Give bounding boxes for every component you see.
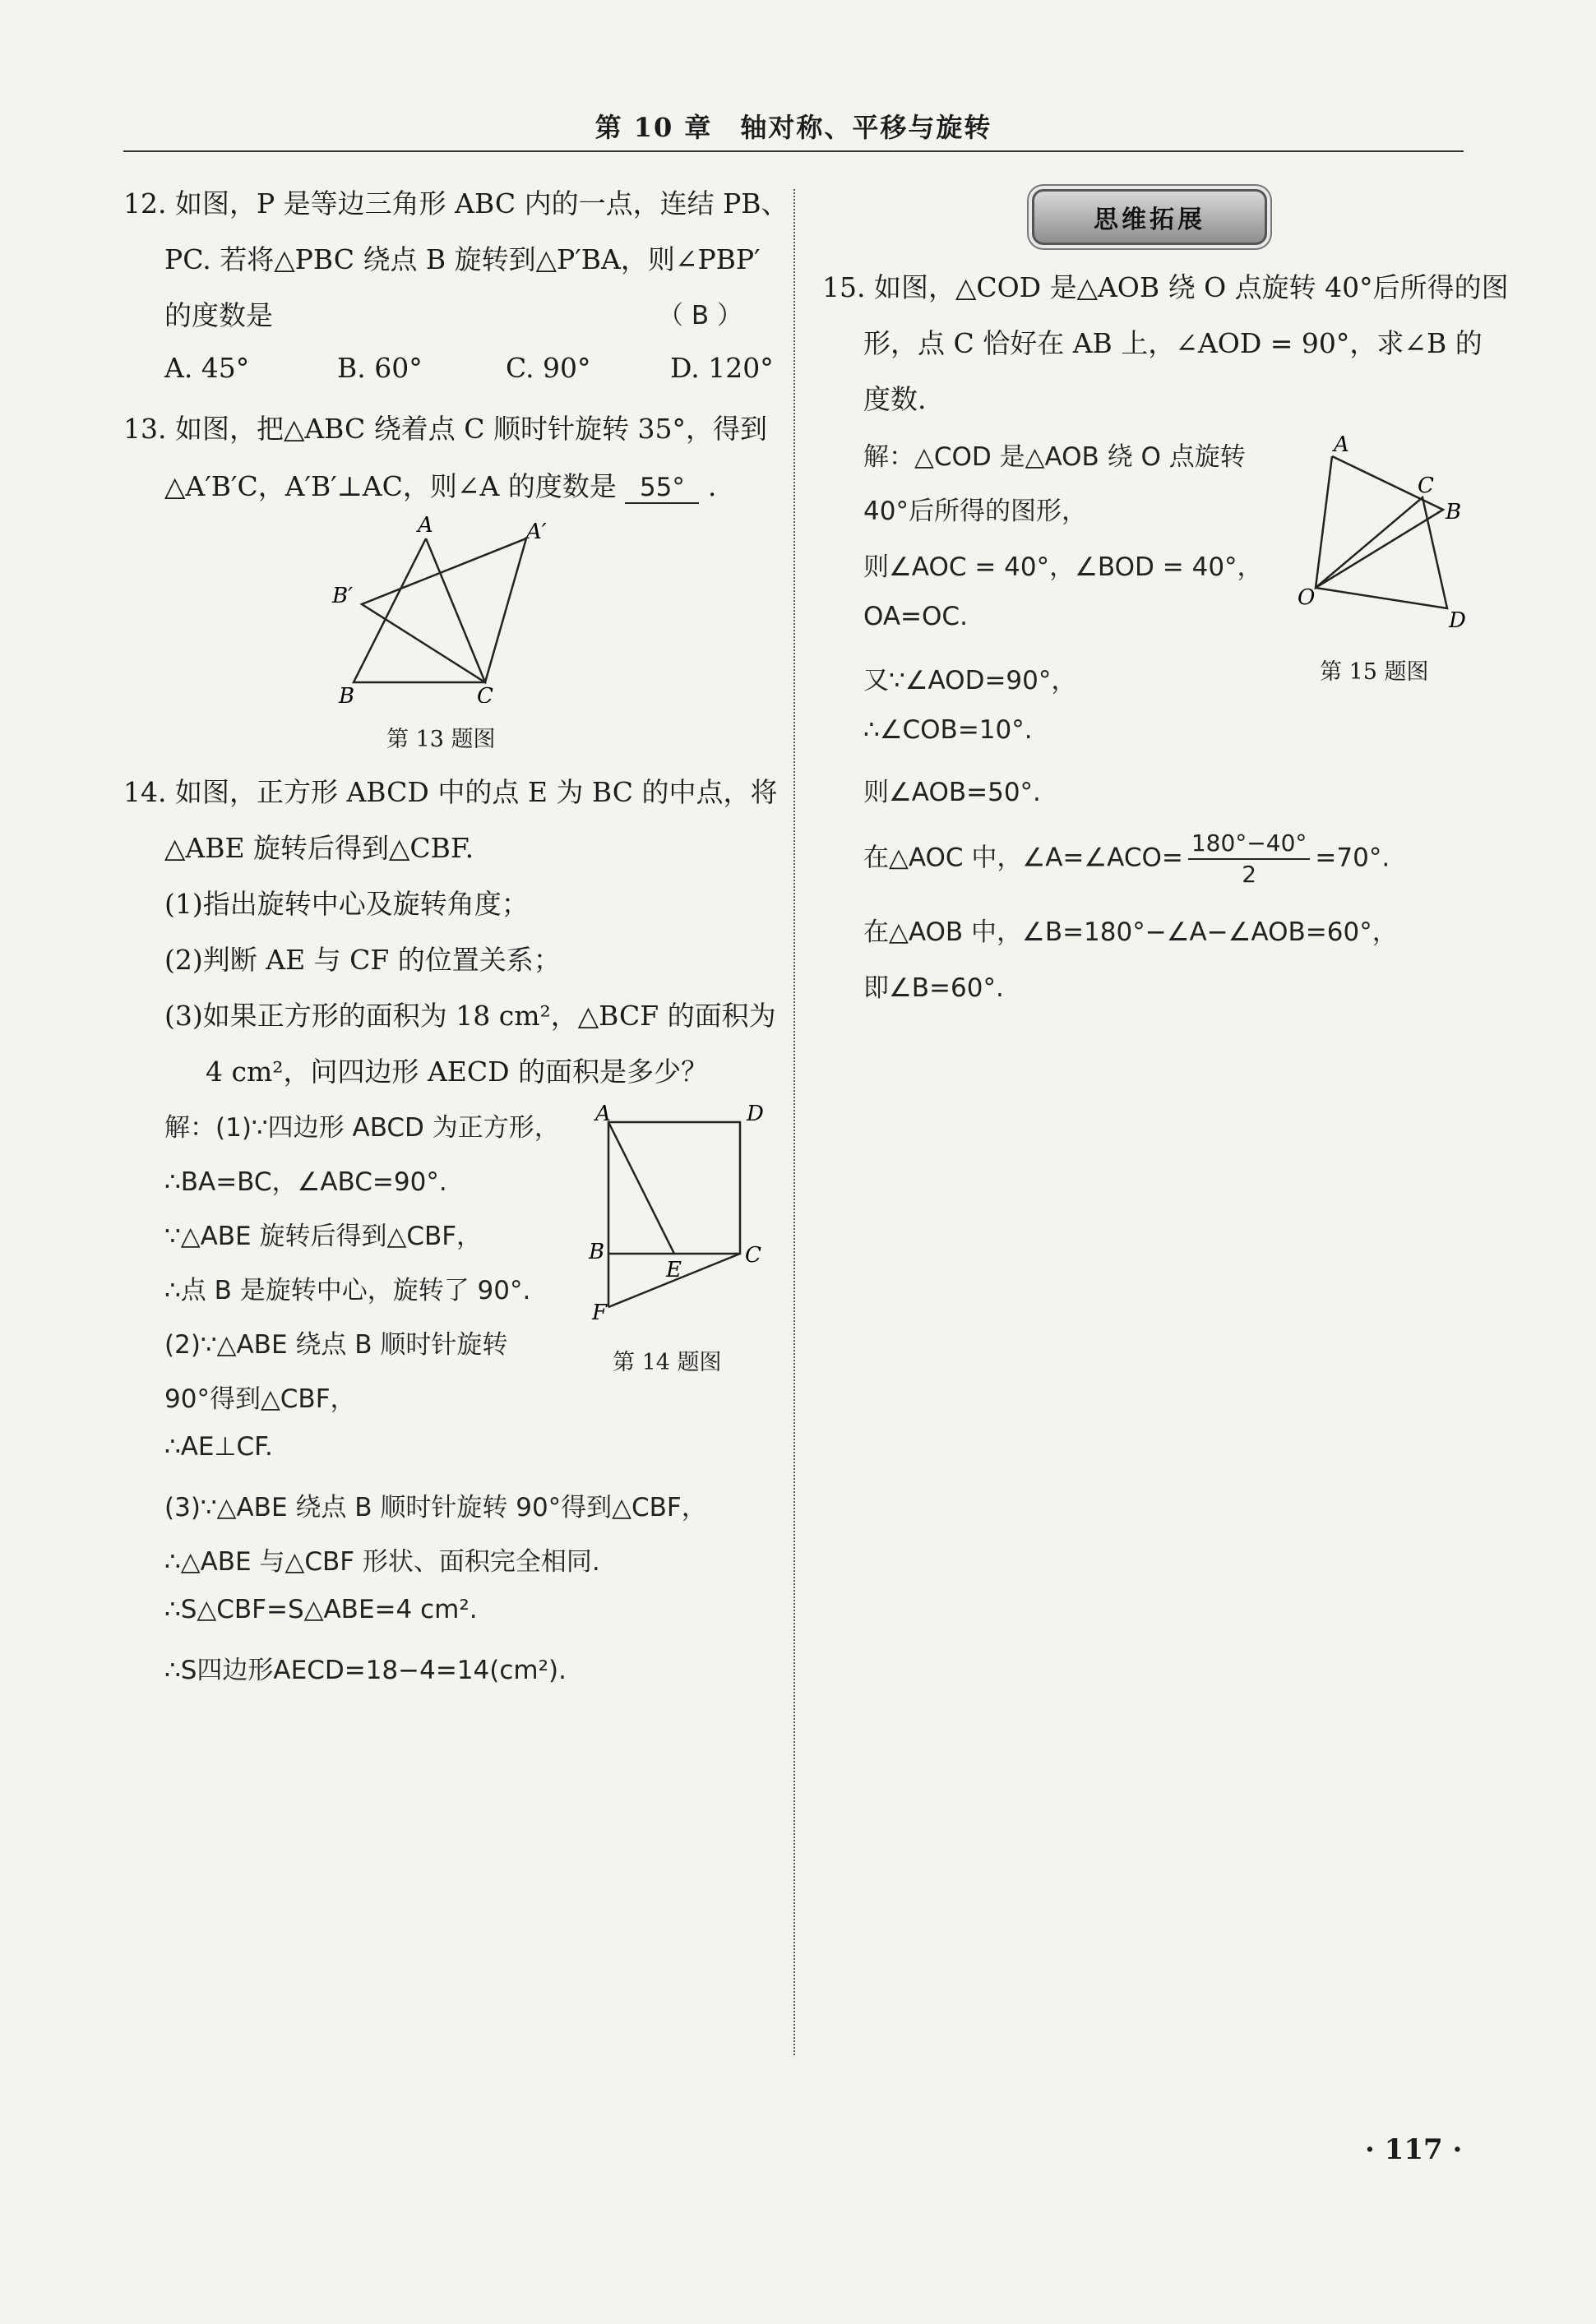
- q13-line2: [164, 465, 716, 504]
- q14-label-c: C: [745, 1243, 761, 1268]
- q15-sol-frac: [863, 829, 1390, 889]
- q12-option-c: C. 90°: [506, 352, 591, 384]
- q14-sol-10: ∴S△CBF=S△ABE=4 cm².: [164, 1595, 478, 1624]
- q13-line2-text: △A′B′C，A′B′⊥AC，则∠A 的度数是: [164, 470, 617, 502]
- q13-line1: 13. 如图，把△ABC 绕着点 C 顺时针旋转 35°，得到: [123, 413, 767, 445]
- q15-figure: [1291, 432, 1480, 637]
- q13-answer: 55°: [625, 473, 699, 504]
- q14-sub3b: 4 cm²，问四边形 AECD 的面积是多少？: [206, 1056, 709, 1088]
- q15-fraction: [1188, 829, 1311, 889]
- q14-sol-4: ∴点 B 是旋转中心，旋转了 90°.: [164, 1276, 531, 1305]
- q14-sub3a: (3)如果正方形的面积为 18 cm²，△BCF 的面积为: [164, 1000, 776, 1032]
- q12-answer: （ B ）: [658, 301, 742, 330]
- q15-frac-post: =70°.: [1315, 843, 1390, 873]
- q15-sol-3: 则∠AOC = 40°，∠BOD = 40°，: [863, 552, 1263, 582]
- q15-label-d: D: [1449, 608, 1466, 633]
- q13-label-c: C: [477, 684, 493, 703]
- q14-line1: 14. 如图，正方形 ABCD 中的点 E 为 BC 的中点，将: [123, 776, 778, 808]
- chapter-header: 第 10 章 轴对称、平移与旋转: [594, 112, 992, 143]
- q15-sol-4: OA=OC.: [863, 602, 968, 631]
- q14-sub1: (1)指出旋转中心及旋转角度；: [164, 888, 529, 920]
- q14-sol-9: ∴△ABE 与△CBF 形状、面积完全相同.: [164, 1547, 600, 1577]
- q15-line2: 形，点 C 恰好在 AB 上，∠AOD = 90°，求∠B 的: [863, 327, 1483, 359]
- q14-label-a: A: [595, 1102, 611, 1126]
- q15-frac-num: 180°−40°: [1188, 829, 1311, 860]
- q14-line2: △ABE 旋转后得到△CBF.: [164, 832, 474, 864]
- q15-sol-1: 解：△COD 是△AOB 绕 O 点旋转: [863, 442, 1246, 472]
- q15-sol-6: ∴∠COB=10°.: [863, 715, 1033, 745]
- q14-sol-6: 90°得到△CBF，: [164, 1384, 356, 1414]
- column-divider: [793, 189, 795, 2055]
- q14-sol-11: ∴S四边形AECD=18−4=14(cm²).: [164, 1656, 567, 1685]
- q13-caption: 第 13 题图: [386, 727, 496, 752]
- section-badge: 思维拓展: [1032, 189, 1267, 245]
- q12-option-b: B. 60°: [337, 352, 423, 384]
- q14-sol-3: ∵△ABE 旋转后得到△CBF，: [164, 1222, 483, 1251]
- q13-label-a: A: [418, 514, 433, 538]
- q15-caption: 第 15 题图: [1320, 659, 1429, 685]
- q12-line3: 的度数是: [164, 299, 273, 331]
- q15-frac-pre: 在△AOC 中，∠A=∠ACO=: [863, 843, 1183, 873]
- q13-figure: [329, 514, 559, 703]
- q14-figure: [584, 1097, 773, 1328]
- q14-label-e: E: [666, 1258, 682, 1282]
- q12-line2: PC. 若将△PBC 绕点 B 旋转到△P′BA，则∠PBP′: [164, 243, 761, 275]
- q13-label-b1: B′: [332, 584, 354, 608]
- q14-label-f: F: [592, 1301, 608, 1325]
- q15-line1: 15. 如图，△COD 是△AOB 绕 O 点旋转 40°后所得的图: [822, 271, 1509, 303]
- q14-label-d: D: [747, 1102, 764, 1126]
- q15-line3: 度数.: [863, 383, 927, 415]
- q15-label-a: A: [1334, 432, 1349, 457]
- q14-sol-5: (2)∵△ABE 绕点 B 顺时针旋转: [164, 1330, 508, 1360]
- q14-sol-8: (3)∵△ABE 绕点 B 顺时针旋转 90°得到△CBF，: [164, 1493, 707, 1522]
- q12-line1: 12. 如图，P 是等边三角形 ABC 内的一点，连结 PB、: [123, 187, 789, 219]
- q13-label-b: B: [339, 684, 355, 703]
- q14-sub2: (2)判断 AE 与 CF 的位置关系；: [164, 944, 561, 976]
- q12-option-a: A. 45°: [164, 352, 250, 384]
- header-rule: [123, 150, 1464, 152]
- q15-label-c: C: [1418, 474, 1434, 498]
- q15-sol-7: 则∠AOB=50°.: [863, 778, 1041, 807]
- q15-sol-b: 在△AOB 中，∠B=180°−∠A−∠AOB=60°，: [863, 917, 1398, 947]
- page-number: · 117 ·: [1365, 2133, 1463, 2166]
- q14-label-b: B: [589, 1240, 605, 1264]
- q15-label-o: O: [1298, 585, 1316, 610]
- q14-sol-7: ∴AE⊥CF.: [164, 1432, 273, 1462]
- q14-sol-2: ∴BA=BC，∠ABC=90°.: [164, 1167, 447, 1197]
- q13-line2-end: .: [707, 470, 717, 502]
- q14-caption: 第 14 题图: [613, 1350, 722, 1375]
- q12-option-d: D. 120°: [670, 352, 774, 384]
- q13-label-a1: A′: [526, 520, 547, 544]
- q15-frac-den: 2: [1242, 861, 1257, 888]
- q15-sol-2: 40°后所得的图形，: [863, 497, 1087, 526]
- q14-sol-1: 解：(1)∵四边形 ABCD 为正方形，: [164, 1113, 560, 1143]
- q15-label-b: B: [1446, 500, 1462, 524]
- q15-sol-c: 即∠B=60°.: [863, 973, 1004, 1003]
- q15-sol-5: 又∵∠AOD=90°，: [863, 666, 1077, 695]
